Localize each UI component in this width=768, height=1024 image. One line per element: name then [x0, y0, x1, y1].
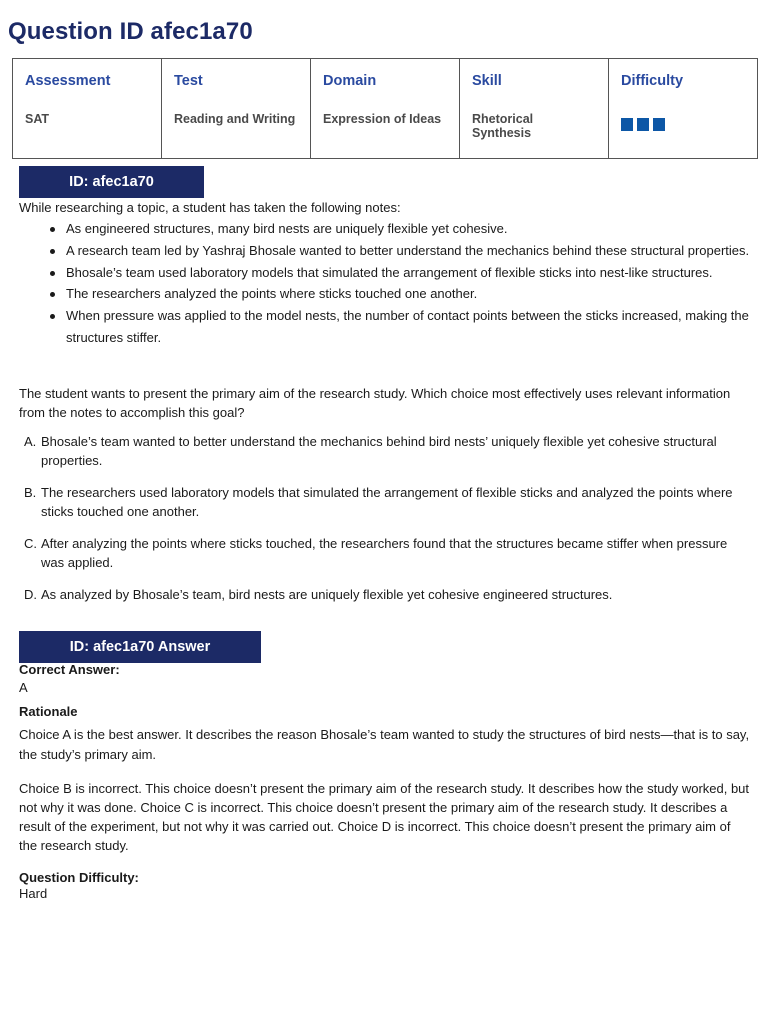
- question-id-banner: ID: afec1a70: [19, 166, 204, 198]
- meta-header-difficulty: Difficulty: [621, 73, 684, 89]
- choice-letter: D.: [24, 587, 37, 602]
- question-meta-table: [12, 58, 758, 159]
- difficulty-indicator: [621, 118, 745, 131]
- rationale-paragraph: Choice A is the best answer. It describes the reason Bhosale’s team wanted to study the structures of bird nests—that is to say, the study’s primary aim.: [19, 727, 750, 762]
- meta-value-skill: Rhetorical Synthesis: [472, 112, 534, 140]
- meta-cell-difficulty: [609, 59, 758, 159]
- meta-value-test: Reading and Writing: [174, 112, 296, 126]
- note-item: A research team led by Yashraj Bhosale wanted to better understand the mechanics behind these structural properties.: [46, 240, 758, 262]
- meta-header-domain: Domain: [323, 73, 377, 89]
- choice-text: As analyzed by Bhosale’s team, bird nests are uniquely flexible yet cohesive engineered structures.: [41, 587, 613, 602]
- choice-letter: A.: [24, 434, 37, 449]
- answer-id-banner: ID: afec1a70 Answer: [19, 631, 261, 663]
- meta-cell-test: [162, 59, 311, 159]
- meta-cell-skill: [460, 59, 609, 159]
- meta-cell-domain: [311, 59, 460, 159]
- page-title: Question ID afec1a70: [8, 18, 253, 45]
- note-item: When pressure was applied to the model nests, the number of contact points between the sticks increased, making the structures stiffer.: [46, 305, 758, 349]
- question-difficulty-label: Question Difficulty:: [19, 870, 139, 885]
- difficulty-bar: [637, 118, 649, 131]
- choice-b: [19, 483, 753, 521]
- question-difficulty-value: Hard: [19, 886, 48, 901]
- choice-d: [19, 585, 753, 604]
- choice-text: After analyzing the points where sticks touched, the researchers found that the structures became stiffer when pressure was applied.: [41, 536, 728, 570]
- meta-header-test: Test: [174, 73, 203, 89]
- choice-a: [19, 432, 753, 470]
- difficulty-bar: [653, 118, 665, 131]
- note-item: The researchers analyzed the points where sticks touched one another.: [46, 283, 758, 305]
- question-prompt: The student wants to present the primary aim of the research study. Which choice most effectively uses relevant information from the notes to accomplish this goal?: [19, 386, 731, 420]
- correct-answer-value: A: [19, 680, 28, 695]
- note-item: As engineered structures, many bird nests are uniquely flexible yet cohesive.: [46, 218, 758, 240]
- meta-header-skill: Skill: [472, 73, 502, 89]
- meta-header-assessment: Assessment: [25, 73, 111, 89]
- note-item: Bhosale’s team used laboratory models that simulated the arrangement of flexible sticks into nest-like structures.: [46, 262, 758, 284]
- choice-letter: B.: [24, 485, 37, 500]
- question-intro: While researching a topic, a student has taken the following notes:: [19, 200, 401, 215]
- meta-value-assessment: SAT: [25, 112, 50, 126]
- rationale-label: Rationale: [19, 704, 78, 719]
- meta-value-domain: Expression of Ideas: [323, 112, 442, 126]
- choice-letter: C.: [24, 536, 37, 551]
- notes-list: [46, 218, 758, 349]
- choice-c: [19, 534, 753, 572]
- choice-text: The researchers used laboratory models that simulated the arrangement of flexible sticks and analyzed the points where sticks touched one another.: [41, 485, 733, 519]
- answer-choices: [19, 432, 753, 617]
- meta-cell-assessment: [13, 59, 162, 159]
- rationale-paragraph: Choice B is incorrect. This choice doesn’t present the primary aim of the research study. It describes how the study worked, but not why it was done. Choice C is incorrect. This choice doesn’t present the primary aim of the research study. It describes a result of the experiment, but not why it was carried out. Choice D is incorrect. This choice doesn’t present the primary aim of the research study.: [19, 781, 750, 853]
- difficulty-bar: [621, 118, 633, 131]
- choice-text: Bhosale’s team wanted to better understand the mechanics behind bird nests’ uniquely flexible yet cohesive structural properties.: [41, 434, 717, 468]
- correct-answer-label: Correct Answer:: [19, 662, 120, 677]
